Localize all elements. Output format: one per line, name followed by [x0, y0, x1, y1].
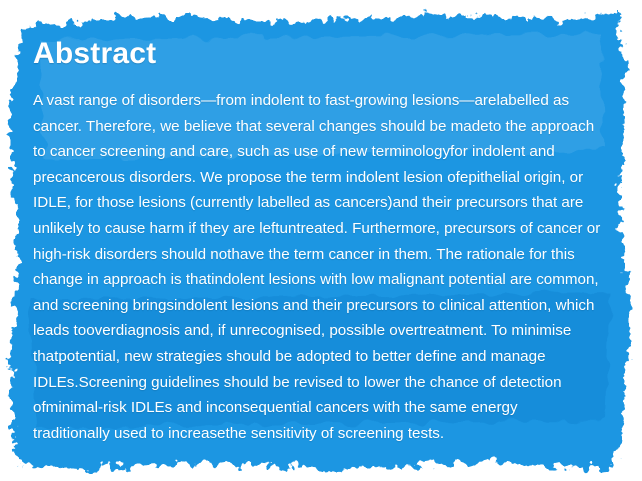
abstract-line: change in approach is thatindolent lesions with low malignant potential are common,	[33, 271, 599, 289]
abstract-content	[33, 36, 618, 446]
abstract-line: leads tooverdiagnosis and, if unrecognised, possible overtreatment. To minimise	[33, 322, 572, 340]
abstract-line: cancer. Therefore, we believe that several changes should be madeto the approach	[33, 117, 595, 135]
abstract-line: IDLEs.Screening guidelines should be revised to lower the chance of detection	[33, 373, 562, 391]
abstract-body	[33, 88, 618, 446]
abstract-line: and screening bringsindolent lesions and their precursors to clinical attention, which	[33, 296, 595, 314]
abstract-line: ofminimal-risk IDLEs and inconsequential cancers with the same energy	[33, 399, 518, 417]
abstract-line: unlikely to cause harm if they are leftuntreated. Furthermore, precursors of cancer or	[33, 219, 601, 237]
abstract-heading: Abstract	[33, 37, 157, 70]
abstract-line: precancerous disorders. We propose the term indolent lesion ofepithelial origin, or	[33, 168, 584, 186]
abstract-line: to cancer screening and care, such as use of new terminologyfor indolent and	[33, 143, 555, 161]
abstract-line: A vast range of disorders—from indolent to fast-growing lesions—arelabelled as	[33, 92, 570, 109]
abstract-line: traditionally used to increasethe sensitivity of screening tests.	[33, 424, 445, 442]
abstract-line: IDLE, for those lesions (currently labelled as cancers)and their precursors that are	[33, 194, 584, 212]
abstract-line: high-risk disorders should nothave the term cancer in them. The rationale for this	[33, 245, 575, 263]
abstract-line: thatpotential, new strategies should be adopted to better define and manage	[33, 347, 546, 365]
